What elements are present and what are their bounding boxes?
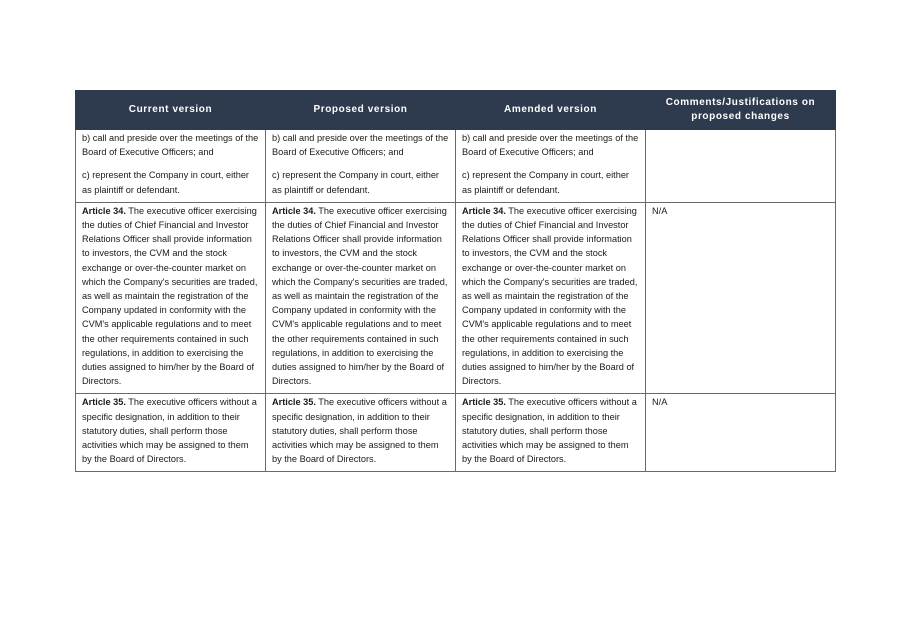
- cell-current: [76, 202, 266, 394]
- article-number: Article 35.: [82, 397, 126, 408]
- cell-proposed: [266, 130, 456, 203]
- paragraph-b: b) call and preside over the meetings of the Board of Executive Officers; and: [272, 133, 449, 158]
- article-paragraph: [272, 204, 449, 389]
- paragraph-c: c) represent the Company in court, either as plaintiff or defendant.: [82, 170, 249, 195]
- paragraph-b: b) call and preside over the meetings of the Board of Executive Officers; and: [82, 133, 259, 158]
- article-paragraph: [272, 395, 449, 466]
- cell-proposed: [266, 394, 456, 472]
- comparison-table: [75, 90, 836, 472]
- cell-proposed: [266, 202, 456, 394]
- cell-amended: [456, 394, 646, 472]
- cell-comment: N/A: [646, 394, 836, 472]
- article-text: The executive officers without a specific designation, in addition to their statutory duties, shall perform those activities which may be assigned to them by the Board of Directors.: [82, 397, 257, 465]
- header-proposed-version: Proposed version: [266, 91, 456, 130]
- article-number: Article 35.: [462, 397, 506, 408]
- table-header: [76, 91, 836, 130]
- header-current-version: Current version: [76, 91, 266, 130]
- table-row: [76, 394, 836, 472]
- paragraph-c: c) represent the Company in court, either as plaintiff or defendant.: [272, 170, 439, 195]
- table-row: [76, 130, 836, 203]
- article-text: The executive officer exercising the duties of Chief Financial and Investor Relations Officer shall provide information to investors, the CVM and the stock exchange or over-the-counter market on which the Company's securities are traded, as well as maintain the registration of the Company updated in conformity with the CVM's applicable regulations and to meet the other requirements contained in such regulations, in addition to exercising the duties assigned to him/her by the Board of Directors.: [82, 205, 258, 387]
- header-comments: Comments/Justifications on proposed changes: [646, 91, 836, 130]
- article-text: The executive officers without a specific designation, in addition to their statutory duties, shall perform those activities which may be assigned to them by the Board of Directors.: [462, 397, 637, 465]
- paragraph-b: b) call and preside over the meetings of the Board of Executive Officers; and: [462, 133, 639, 158]
- cell-current: [76, 130, 266, 203]
- cell-comment: N/A: [646, 202, 836, 394]
- article-text: The executive officers without a specific designation, in addition to their statutory duties, shall perform those activities which may be assigned to them by the Board of Directors.: [272, 397, 447, 465]
- article-number: Article 34.: [82, 205, 126, 216]
- article-paragraph: [462, 204, 639, 389]
- article-number: Article 34.: [462, 205, 506, 216]
- paragraph-c: c) represent the Company in court, either as plaintiff or defendant.: [462, 170, 629, 195]
- header-row: [76, 91, 836, 130]
- article-text: The executive officer exercising the duties of Chief Financial and Investor Relations Officer shall provide information to investors, the CVM and the stock exchange or over-the-counter market on which the Company's securities are traded, as well as maintain the registration of the Company updated in conformity with the CVM's applicable regulations and to meet the other requirements contained in such regulations, in addition to exercising the duties assigned to him/her by the Board of Directors.: [272, 205, 448, 387]
- cell-comment: [646, 130, 836, 203]
- cell-current: [76, 394, 266, 472]
- table-row: [76, 202, 836, 394]
- cell-amended: [456, 130, 646, 203]
- article-paragraph: [462, 395, 639, 466]
- header-amended-version: Amended version: [456, 91, 646, 130]
- article-number: Article 34.: [272, 205, 316, 216]
- article-number: Article 35.: [272, 397, 316, 408]
- article-text: The executive officer exercising the duties of Chief Financial and Investor Relations Officer shall provide information to investors, the CVM and the stock exchange or over-the-counter market on which the Company's securities are traded, as well as maintain the registration of the Company updated in conformity with the CVM's applicable regulations and to meet the other requirements contained in such regulations, in addition to exercising the duties assigned to him/her by the Board of Directors.: [462, 205, 638, 387]
- cell-amended: [456, 202, 646, 394]
- article-paragraph: [82, 204, 259, 389]
- article-paragraph: [82, 395, 259, 466]
- table-body: [76, 130, 836, 472]
